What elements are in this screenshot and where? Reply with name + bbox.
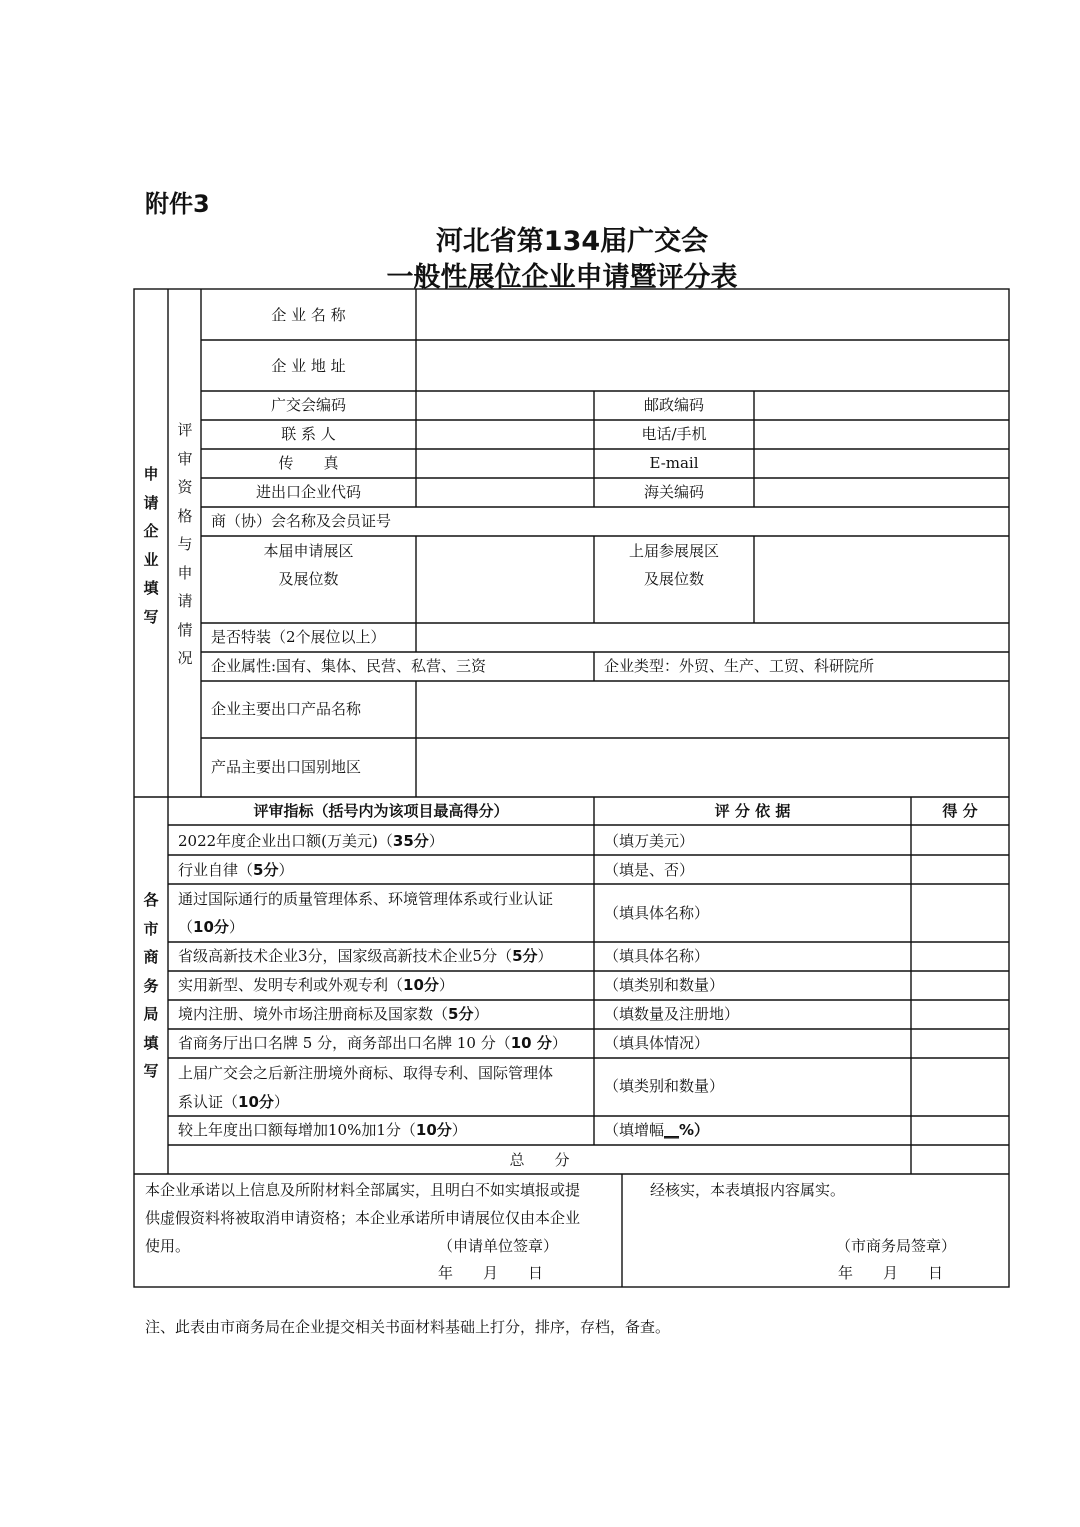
- label-last-session-1: 上届参展展区: [628, 542, 719, 560]
- input-last-session[interactable]: [755, 537, 1009, 623]
- indicator-growth: 较上年度出口额每增加10%加1分（10分）: [178, 1121, 467, 1139]
- label-customs-code: 海关编码: [643, 483, 704, 501]
- input-fax[interactable]: [417, 450, 594, 478]
- header-basis: 评 分 依 据: [714, 802, 791, 820]
- indicator-high-tech: 省级高新技术企业3分，国家级高新技术企业5分（5分）: [178, 947, 553, 965]
- score-export-value[interactable]: [912, 826, 1009, 855]
- indicator-patents: 实用新型、发明专利或外观专利（10分）: [178, 976, 454, 994]
- header-score: 得 分: [942, 802, 978, 820]
- input-email[interactable]: [755, 450, 1009, 478]
- input-company-address[interactable]: [417, 341, 1009, 391]
- commitment-line2: 供虚假资料将被取消申请资格；本企业承诺所申请展位仅由本企业: [145, 1209, 581, 1227]
- label-company-address: 企 业 地 址: [271, 357, 346, 375]
- indicator-certification-line1: 通过国际通行的质量管理体系、环境管理体系或行业认证: [178, 890, 554, 908]
- input-this-session[interactable]: [417, 537, 594, 623]
- bureau-seal: （市商务局签章）: [836, 1237, 957, 1255]
- label-this-session-1: 本届申请展区: [263, 542, 354, 560]
- label-chamber: 商（协）会名称及会员证号: [211, 512, 392, 530]
- commitment-line1: 本企业承诺以上信息及所附材料全部属实，且明白不如实填报或提: [145, 1181, 581, 1199]
- indicator-new-registration-line2: 系认证（10分）: [178, 1093, 289, 1111]
- label-products: 企业主要出口产品名称: [211, 700, 362, 718]
- total-label: 总 分: [509, 1151, 570, 1169]
- score-certification[interactable]: [912, 885, 1009, 942]
- attachment-label: 附件3: [145, 190, 210, 218]
- label-phone: 电话/手机: [641, 425, 707, 443]
- basis-patents: （填类别和数量）: [604, 976, 725, 994]
- section-b-outer-label: 各市商务局填写: [143, 891, 159, 1080]
- header-indicator: 评审指标（括号内为该项目最高得分）: [253, 802, 509, 820]
- score-brand[interactable]: [912, 1030, 1009, 1058]
- input-contact[interactable]: [417, 421, 594, 449]
- score-new-registration[interactable]: [912, 1059, 1009, 1116]
- input-products[interactable]: [417, 682, 1009, 738]
- basis-self-discipline: （填是、否）: [604, 861, 695, 879]
- indicator-certification-line2: （10分）: [178, 918, 244, 936]
- label-company-name: 企 业 名 称: [271, 306, 346, 324]
- applicant-seal: （申请单位签章）: [438, 1237, 559, 1255]
- form-title-line2: 一般性展位企业申请暨评分表: [386, 262, 738, 293]
- label-fax: 传 真: [278, 454, 339, 472]
- score-trademarks[interactable]: [912, 1001, 1009, 1029]
- score-self-discipline[interactable]: [912, 856, 1009, 884]
- input-chamber[interactable]: [417, 508, 1009, 536]
- score-patents[interactable]: [912, 972, 1009, 1000]
- indicator-trademarks: 境内注册、境外市场注册商标及国家数（5分）: [178, 1005, 489, 1023]
- basis-brand: （填具体情况）: [604, 1034, 710, 1052]
- label-type: 企业类型：外贸、生产、工贸、科研院所: [604, 657, 875, 675]
- label-attribute: 企业属性:国有、集体、民营、私营、三资: [211, 657, 487, 675]
- input-markets[interactable]: [417, 739, 1009, 797]
- score-high-tech[interactable]: [912, 943, 1009, 971]
- label-markets: 产品主要出口国别地区: [211, 758, 362, 776]
- score-growth[interactable]: [912, 1117, 1009, 1145]
- indicator-new-registration-line1: 上届广交会之后新注册境外商标、取得专利、国际管理体: [178, 1064, 554, 1082]
- input-phone[interactable]: [755, 421, 1009, 449]
- basis-growth: （填增幅__%）: [604, 1121, 710, 1139]
- indicator-brand: 省商务厅出口名牌 5 分，商务部出口名牌 10 分（10 分）: [178, 1034, 567, 1052]
- input-company-name[interactable]: [417, 290, 1009, 340]
- label-special: 是否特装（2个展位以上）: [211, 628, 386, 646]
- verification-line1: 经核实，本表填报内容属实。: [650, 1181, 846, 1199]
- label-ie-code: 进出口企业代码: [255, 483, 361, 501]
- basis-high-tech: （填具体名称）: [604, 947, 710, 965]
- input-special[interactable]: [417, 624, 1009, 652]
- section-a-inner-label: 评审资格与申请情况: [177, 421, 193, 667]
- basis-export-value: （填万美元）: [604, 832, 695, 850]
- label-this-session-2: 及展位数: [278, 570, 339, 588]
- indicator-self-discipline: 行业自律（5分）: [178, 861, 294, 879]
- bureau-date: 年 月 日: [838, 1264, 944, 1282]
- input-ie-code[interactable]: [417, 479, 594, 507]
- label-contact: 联 系 人: [281, 425, 336, 443]
- label-cantonfair-code: 广交会编码: [270, 396, 346, 414]
- score-total[interactable]: [912, 1146, 1009, 1174]
- section-a-outer-label: 申请企业填写: [143, 465, 159, 626]
- footer-note: 注、此表由市商务局在企业提交相关书面材料基础上打分，排序，存档，备查。: [145, 1318, 671, 1336]
- basis-new-registration: （填类别和数量）: [604, 1077, 725, 1095]
- indicator-export-value: 2022年度企业出口额(万美元)（35分）: [178, 832, 444, 850]
- applicant-date: 年 月 日: [438, 1264, 544, 1282]
- input-postal-code[interactable]: [755, 392, 1009, 420]
- input-cantonfair-code[interactable]: [417, 392, 594, 420]
- label-last-session-2: 及展位数: [643, 570, 704, 588]
- label-postal-code: 邮政编码: [643, 396, 704, 414]
- input-customs-code[interactable]: [755, 479, 1009, 507]
- basis-trademarks: （填数量及注册地）: [604, 1005, 740, 1023]
- commitment-line3: 使用。: [145, 1237, 191, 1255]
- form-title-line1: 河北省第134届广交会: [435, 226, 709, 257]
- basis-certification: （填具体名称）: [604, 904, 710, 922]
- label-email: E-mail: [649, 454, 699, 472]
